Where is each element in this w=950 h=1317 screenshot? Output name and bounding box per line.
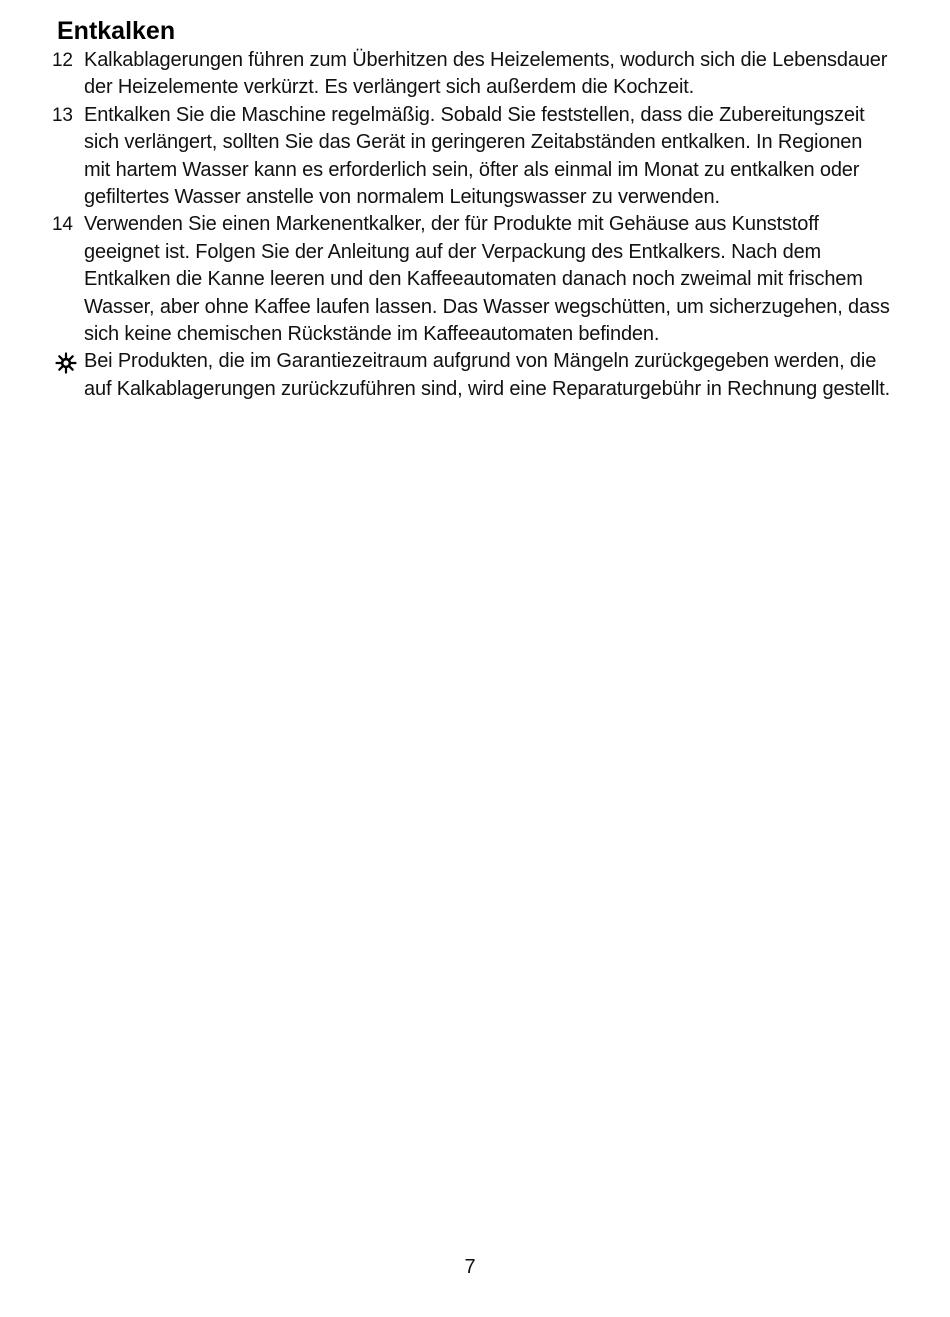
list-item: [52, 102, 892, 212]
item-text: Kalkablagerungen führen zum Überhitzen des Heizelements, wodurch sich die Lebensdauer der Heizelemente verkürzt. Es verlängert sich außerdem die Kochzeit.: [84, 49, 888, 99]
item-number: 14: [52, 214, 73, 236]
list-item: [52, 47, 892, 102]
instruction-list: [52, 47, 892, 403]
item-number: 13: [52, 104, 73, 126]
note-text: Bei Produkten, die im Garantiezeitraum aufgrund von Mängeln zurückgegeben werden, die auf Kalkablagerungen zurückzuführen sind, wird eine Reparaturgebühr in Rechnung gestellt.: [84, 350, 891, 400]
warning-note: [52, 348, 892, 403]
page-number: 7: [464, 1256, 476, 1278]
warning-star-icon: [55, 352, 77, 374]
item-number: 12: [52, 50, 73, 71]
section-title: Entkalken: [57, 17, 176, 45]
item-text: Verwenden Sie einen Markenentkalker, der für Produkte mit Gehäuse aus Kunststoff geeignet ist. Folgen Sie der Anleitung auf der Verpackung des Entkalkers. Nach dem Entkalken die Kanne leeren und den Kaffeeautomaten danach noch zweimal mit frischem Wasser, aber ohne Kaffee laufen lassen. Das Wasser wegschütten, um sicherzugehen, dass sich keine chemischen Rückstände im Kaffeeautomaten befinden.: [84, 213, 890, 346]
item-text: Entkalken Sie die Maschine regelmäßig. Sobald Sie feststellen, dass die Zubereitungszeit sich verlängert, sollten Sie das Gerät in geringeren Zeitabständen entkalken. In Regionen mit hartem Wasser kann es erforderlich sein, öfter als einmal im Monat zu entkalken oder gefiltertes Wasser anstelle von normalem Leitungswasser zu verwenden.: [84, 103, 865, 209]
list-item: [52, 211, 892, 348]
